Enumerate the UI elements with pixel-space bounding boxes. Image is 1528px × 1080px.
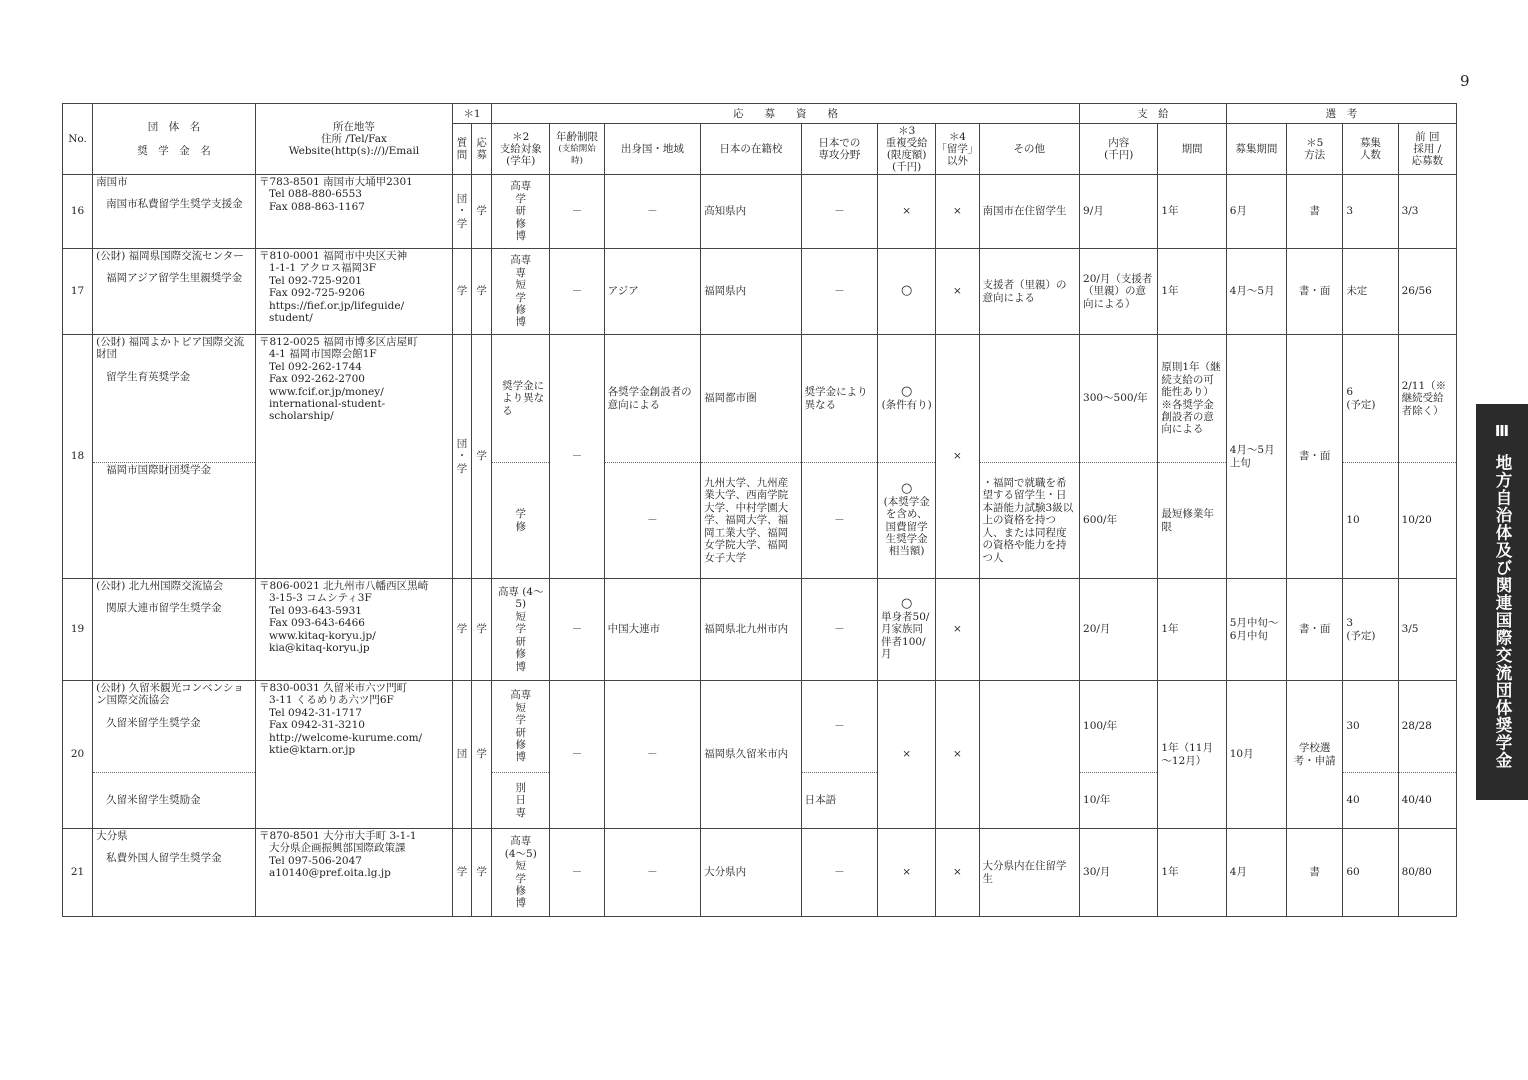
recruit-num-cell: 6 (予定)	[1343, 335, 1398, 463]
header-period: 期間	[1158, 124, 1226, 175]
method-cell: 書・面	[1287, 335, 1343, 579]
target-cell: 高専 (4～ 5) 短 学 研 修 博	[492, 579, 550, 681]
age-cell: －	[550, 829, 604, 917]
header-qualification: 応 募 資 格	[492, 104, 1080, 124]
header-recruit-period: 募集期間	[1226, 124, 1286, 175]
other-cell: 支援者（里親）の意向による	[979, 249, 1080, 335]
row-no: 17	[63, 249, 93, 335]
visa-cell: ×	[936, 579, 979, 681]
header-method: ＊5 方法	[1287, 124, 1343, 175]
method-cell: 書・面	[1287, 249, 1343, 335]
content-cell: 600/年	[1080, 463, 1158, 579]
header-dup: ＊3 重複受給 (限度額) (千円)	[878, 124, 936, 175]
prev-cell: 26/56	[1398, 249, 1456, 335]
visa-cell: ×	[936, 681, 979, 829]
dup-cell: ×	[878, 681, 936, 829]
method-cell: 書	[1287, 829, 1343, 917]
content-cell: 100/年	[1080, 681, 1158, 773]
period-cell: 1年	[1158, 579, 1226, 681]
apply-cell: 学	[472, 681, 492, 829]
address-cell: 〒783-8501 南国市大埇甲2301 Tel 088-880-6553 Fax 088-863-1167	[255, 175, 452, 249]
question-cell: 学	[452, 579, 471, 681]
age-cell: －	[550, 175, 604, 249]
school-cell: 大分県内	[701, 829, 802, 917]
header-target: ＊2 支給対象 (学年)	[492, 124, 550, 175]
method-cell: 書・面	[1287, 579, 1343, 681]
age-cell: －	[550, 681, 604, 829]
content-cell: 20/月	[1080, 579, 1158, 681]
age-cell: －	[550, 579, 604, 681]
question-cell: 団	[452, 681, 471, 829]
section-tab	[1476, 404, 1528, 800]
apply-cell: 学	[472, 249, 492, 335]
major-cell: 日本語	[801, 773, 877, 829]
method-cell: 書	[1287, 175, 1343, 249]
recruit-num-cell: 未定	[1343, 249, 1398, 335]
content-cell: 30/月	[1080, 829, 1158, 917]
address-cell: 〒810-0001 福岡市中央区天神 1-1-1 アクロス福岡3F Tel 092-725-9201 Fax 092-725-9206 https://fief.or.jp/lifeguide/ student/	[255, 249, 452, 335]
header-select: 選 考	[1226, 104, 1456, 124]
apply-cell: 学	[472, 829, 492, 917]
content-cell: 9/月	[1080, 175, 1158, 249]
table-row	[63, 681, 1457, 773]
school-cell: 福岡県北九州市内	[701, 579, 802, 681]
org-cell: 福岡市国際財団奨学金	[93, 463, 256, 579]
visa-cell: ×	[936, 249, 979, 335]
recruit-num-cell: 60	[1343, 829, 1398, 917]
prev-cell: 2/11（※継続受給者除く）	[1398, 335, 1456, 463]
other-cell	[979, 579, 1080, 681]
recruit-period-cell: 4月	[1226, 829, 1286, 917]
origin-cell: アジア	[604, 249, 700, 335]
other-cell	[979, 335, 1080, 463]
table-row	[63, 829, 1457, 917]
recruit-period-cell: 6月	[1226, 175, 1286, 249]
address-cell: 〒812-0025 福岡市博多区店屋町 4-1 福岡市国際会館1F Tel 092-262-1744 Fax 092-262-2700 www.fcif.or.jp/money/ international-student-scholarship/	[255, 335, 452, 579]
header-address: 所在地等 住所 /Tel/Fax Website(http(s)://)/Email	[255, 104, 452, 175]
org-cell: (公財) 北九州国際交流協会 関原大連市留学生奨学金	[93, 579, 256, 681]
age-cell: －	[550, 249, 604, 335]
origin-cell: －	[604, 175, 700, 249]
header-origin: 出身国・地域	[604, 124, 700, 175]
origin-cell: －	[604, 681, 700, 829]
row-no: 18	[63, 335, 93, 579]
major-cell: －	[801, 829, 877, 917]
dup-cell: ○ (本奨学金を含め、国費留学生奨学金相当額)	[878, 463, 936, 579]
row-no: 19	[63, 579, 93, 681]
other-cell: 南国市在住留学生	[979, 175, 1080, 249]
prev-cell: 3/3	[1398, 175, 1456, 249]
header-question: 質問	[452, 124, 471, 175]
prev-cell: 28/28	[1398, 681, 1456, 773]
other-cell: ・福岡で就職を希望する留学生・日本語能力試験3級以上の資格を持つ人、または同程度の資格や能力を持つ人	[979, 463, 1080, 579]
question-cell: 学	[452, 829, 471, 917]
apply-cell: 学	[472, 335, 492, 579]
major-cell: 奨学金により異なる	[801, 335, 877, 463]
recruit-period-cell: 4月～5月	[1226, 249, 1286, 335]
period-cell: 1年	[1158, 175, 1226, 249]
table-row	[63, 175, 1457, 249]
header-content: 内容 (千円)	[1080, 124, 1158, 175]
header-no: No.	[63, 104, 93, 175]
dup-cell: ○ 単身者50/月家族同伴者100/月	[878, 579, 936, 681]
period-cell: 1年	[1158, 829, 1226, 917]
other-cell	[979, 681, 1080, 829]
org-cell: 久留米留学生奨励金	[93, 773, 256, 829]
header-apply: 応募	[472, 124, 492, 175]
header-star1: ＊1	[452, 104, 491, 124]
table-row	[63, 335, 1457, 463]
recruit-num-cell: 3	[1343, 175, 1398, 249]
header-major: 日本での 専攻分野	[801, 124, 877, 175]
visa-cell: ×	[936, 829, 979, 917]
org-cell: (公財) 福岡よかトピア国際交流財団 留学生育英奨学金	[93, 335, 256, 463]
dup-cell: ×	[878, 175, 936, 249]
target-cell: 高専 専 短 学 修 博	[492, 249, 550, 335]
recruit-num-cell: 10	[1343, 463, 1398, 579]
prev-cell: 3/5	[1398, 579, 1456, 681]
section-roman: Ⅲ	[1494, 422, 1510, 440]
content-cell: 20/月（支援者（里親）の意向による）	[1080, 249, 1158, 335]
age-cell: －	[550, 335, 604, 579]
period-cell: 原則1年（継続支給の可能性あり）※各奨学金創設者の意向による	[1158, 335, 1226, 463]
address-cell: 〒870-8501 大分市大手町 3-1-1 大分県企画振興部国際政策課 Tel 097-506-2047 a10140@pref.oita.lg.jp	[255, 829, 452, 917]
page-number: 9	[1460, 72, 1470, 90]
major-cell: －	[801, 681, 877, 773]
header-org: 団 体 名 奨 学 金 名	[93, 104, 256, 175]
major-cell: －	[801, 249, 877, 335]
org-cell: 南国市 南国市私費留学生奨学支援金	[93, 175, 256, 249]
target-cell: 別 日 専	[492, 773, 550, 829]
content-cell: 300～500/年	[1080, 335, 1158, 463]
header-other: その他	[979, 124, 1080, 175]
table-row	[63, 579, 1457, 681]
header-school: 日本の在籍校	[701, 124, 802, 175]
header-pay: 支 給	[1080, 104, 1227, 124]
section-title: 地方自治体及び関連国際交流団体奨学金	[1493, 454, 1512, 769]
period-cell: 1年	[1158, 249, 1226, 335]
header-recruit-num: 募集 人数	[1343, 124, 1398, 175]
school-cell: 高知県内	[701, 175, 802, 249]
school-cell: 福岡都市圏	[701, 335, 802, 463]
question-cell: 団 ・ 学	[452, 175, 471, 249]
dup-cell: ×	[878, 829, 936, 917]
recruit-num-cell: 40	[1343, 773, 1398, 829]
row-no: 21	[63, 829, 93, 917]
prev-cell: 10/20	[1398, 463, 1456, 579]
apply-cell: 学	[472, 579, 492, 681]
target-cell: 高専 (4～5) 短 学 修 博	[492, 829, 550, 917]
question-cell: 学	[452, 249, 471, 335]
method-cell: 学校選考・申請	[1287, 681, 1343, 829]
target-cell: 高専 短 学 研 修 博	[492, 681, 550, 773]
period-cell: 最短修業年限	[1158, 463, 1226, 579]
origin-cell: －	[604, 829, 700, 917]
target-cell: 高専 学 研 修 博	[492, 175, 550, 249]
recruit-period-cell: 5月中旬～6月中旬	[1226, 579, 1286, 681]
origin-cell: 各奨学金創設者の意向による	[604, 335, 700, 463]
org-cell: (公財) 久留米観光コンベンション国際交流協会 久留米留学生奨学金	[93, 681, 256, 773]
major-cell: －	[801, 579, 877, 681]
org-cell: 大分県 私費外国人留学生奨学金	[93, 829, 256, 917]
dup-cell: ○ (条件有り)	[878, 335, 936, 463]
school-cell: 九州大学、九州産業大学、西南学院大学、中村学園大学、福岡大学、福岡工業大学、福岡女学院大学、福岡女子大学	[701, 463, 802, 579]
row-no: 20	[63, 681, 93, 829]
apply-cell: 学	[472, 175, 492, 249]
header-prev: 前 回 採用 / 応募数	[1398, 124, 1456, 175]
prev-cell: 40/40	[1398, 773, 1456, 829]
major-cell: －	[801, 175, 877, 249]
header-age: 年齢制限 (支給開始時)	[550, 124, 604, 175]
school-cell: 福岡県久留米市内	[701, 681, 802, 829]
visa-cell: ×	[936, 175, 979, 249]
header-visa: ＊4 ｢留学｣ 以外	[936, 124, 979, 175]
question-cell: 団 ・ 学	[452, 335, 471, 579]
major-cell: －	[801, 463, 877, 579]
target-cell: 学 修	[492, 463, 550, 579]
other-cell: 大分県内在住留学生	[979, 829, 1080, 917]
recruit-num-cell: 30	[1343, 681, 1398, 773]
target-cell: 奨学金により異なる	[492, 335, 550, 463]
visa-cell: ×	[936, 335, 979, 579]
school-cell: 福岡県内	[701, 249, 802, 335]
recruit-num-cell: 3 (予定)	[1343, 579, 1398, 681]
period-cell: 1年（11月～12月）	[1158, 681, 1226, 829]
recruit-period-cell: 4月～5月上旬	[1226, 335, 1286, 579]
dup-cell: ○	[878, 249, 936, 335]
origin-cell: －	[604, 463, 700, 579]
origin-cell: 中国大連市	[604, 579, 700, 681]
row-no: 16	[63, 175, 93, 249]
table-row	[63, 249, 1457, 335]
scholarship-table	[62, 103, 1457, 917]
content-cell: 10/年	[1080, 773, 1158, 829]
recruit-period-cell: 10月	[1226, 681, 1286, 829]
org-cell: (公財) 福岡県国際交流センター 福岡アジア留学生里親奨学金	[93, 249, 256, 335]
address-cell: 〒806-0021 北九州市八幡西区黒崎 3-15-3 コムシティ3F Tel 093-643-5931 Fax 093-643-6466 www.kitaq-koryu.jp/ kia@kitaq-koryu.jp	[255, 579, 452, 681]
address-cell: 〒830-0031 久留米市六ツ門町 3-11 くるめりあ六ツ門6F Tel 0942-31-1717 Fax 0942-31-3210 http://welcome-kurume.com/ ktie@ktarn.or.jp	[255, 681, 452, 829]
prev-cell: 80/80	[1398, 829, 1456, 917]
